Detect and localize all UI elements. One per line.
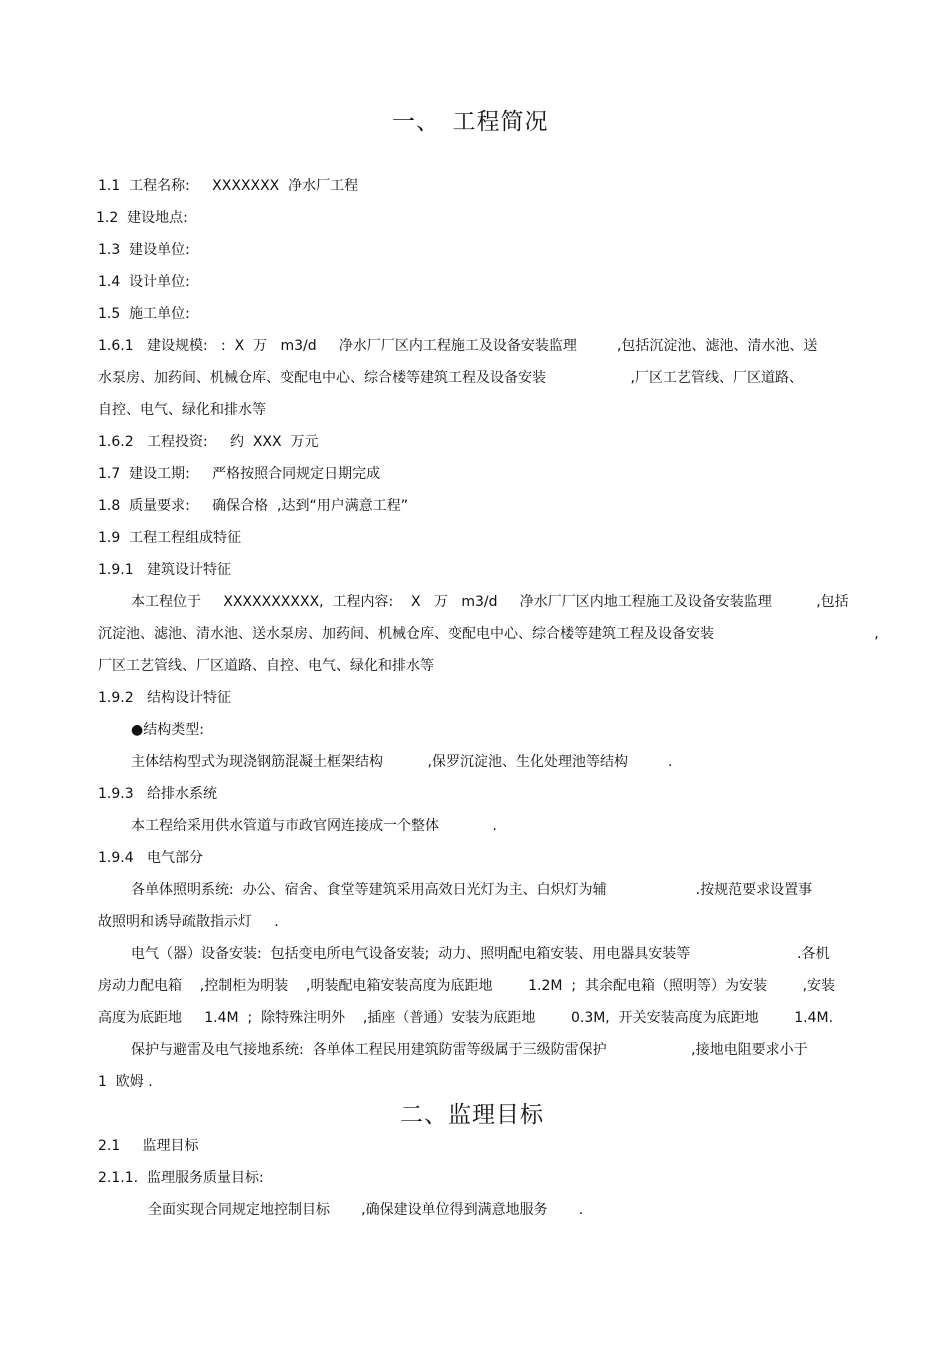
text-line: 自控、电气、绿化和排水等 bbox=[98, 402, 266, 418]
text-line: 沉淀池、滤池、清水池、送水泵房、加药间、机械仓库、变配电中心、综合楼等建筑工程及设备安装 , bbox=[98, 626, 879, 642]
text-line: 1.9.4 电气部分 bbox=[98, 850, 203, 866]
text-line: 1.5 施工单位: bbox=[98, 306, 190, 322]
text-line: 本工程给采用供水管道与市政官网连接成一个整体 . bbox=[131, 818, 497, 834]
text-line: 1 欧姆 . bbox=[98, 1074, 153, 1090]
text-line: ●结构类型: bbox=[131, 722, 204, 738]
text-line: 1.2 建设地点: bbox=[96, 210, 188, 226]
text-line: 全面实现合同规定地控制目标 ,确保建设单位得到满意地服务 . bbox=[148, 1202, 584, 1218]
text-line: 1.9.2 结构设计特征 bbox=[98, 690, 231, 706]
text-line: 房动力配电箱 ,控制柜为明装 ,明装配电箱安装高度为底距地 1.2M ; 其余配电箱（照明等）为安装 ,安装 bbox=[98, 978, 836, 994]
text-line: 1.9.1 建筑设计特征 bbox=[98, 562, 231, 578]
text-line: 主体结构型式为现浇钢筋混凝土框架结构 ,保罗沉淀池、生化处理池等结构 . bbox=[131, 754, 673, 770]
text-line: 2.1 监理目标 bbox=[98, 1138, 199, 1154]
text-line: 水泵房、加药间、机械仓库、变配电中心、综合楼等建筑工程及设备安装 ,厂区工艺管线、厂区道路、 bbox=[98, 370, 804, 386]
text-line: 1.7 建设工期: 严格按照合同规定日期完成 bbox=[98, 466, 381, 482]
text-line: 本工程位于 XXXXXXXXXX, 工程内容: X 万 m3/d 净水厂厂区内地工程施工及设备安装监理 ,包括 bbox=[131, 594, 849, 610]
text-line: 1.1 工程名称: XXXXXXX 净水厂工程 bbox=[98, 178, 359, 194]
text-line: 高度为底距地 1.4M ; 除特殊注明外 ,插座（普通）安装为底距地 0.3M, 开关安装高度为底距地 1.4M. bbox=[98, 1010, 834, 1026]
section-title-2: 二、监理目标 bbox=[400, 1102, 544, 1128]
text-line: 1.6.2 工程投资: 约 XXX 万元 bbox=[98, 434, 319, 450]
text-line: 1.4 设计单位: bbox=[98, 274, 190, 290]
text-line: 故照明和诱导疏散指示灯 . bbox=[98, 914, 279, 930]
text-line: 2.1.1. 监理服务质量目标: bbox=[98, 1170, 264, 1186]
text-line: 保护与避雷及电气接地系统: 各单体工程民用建筑防雷等级属于三级防雷保护 ,接地电阻要求小于 bbox=[131, 1042, 808, 1058]
section-title-1: 一、 工程简况 bbox=[392, 109, 549, 135]
text-line: 厂区工艺管线、厂区道路、自控、电气、绿化和排水等 bbox=[98, 658, 434, 674]
text-line: 1.9 工程工程组成特征 bbox=[98, 530, 242, 546]
text-line: 1.8 质量要求: 确保合格 ,达到“用户满意工程” bbox=[98, 498, 408, 514]
text-line: 1.9.3 给排水系统 bbox=[98, 786, 217, 802]
text-line: 1.6.1 建设规模: : X 万 m3/d 净水厂厂区内工程施工及设备安装监理 ,包括沉淀池、滤池、清水池、送 bbox=[98, 338, 818, 354]
text-line: 电气（器）设备安装: 包括变电所电气设备安装; 动力、照明配电箱安装、用电器具安装等 .各机 bbox=[131, 946, 830, 962]
text-line: 各单体照明系统: 办公、宿舍、食堂等建筑采用高效日光灯为主、白炽灯为辅 .按规范要求设置事 bbox=[131, 882, 813, 898]
text-line: 1.3 建设单位: bbox=[98, 242, 190, 258]
